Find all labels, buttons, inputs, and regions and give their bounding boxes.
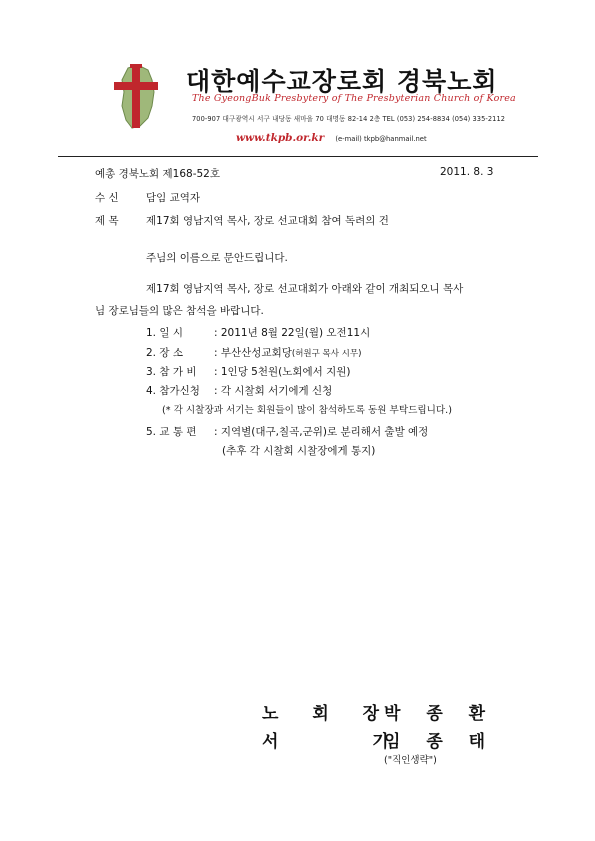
seal-omitted-note: ("직인생략") xyxy=(384,755,437,766)
item-2-label: 2. 장 소 xyxy=(146,347,183,359)
item-2-note: (허원구 목사 시무) xyxy=(291,349,362,359)
item-1-value: : 2011년 8월 22일(월) 오전11시 xyxy=(214,327,371,339)
organization-name: 대한예수교장로회 경북노회 xyxy=(186,67,498,96)
organization-address: 700-907 대구광역시 서구 내당동 새마을 70 대명동 82-14 2층 TEL (053) 254-8834 (054) 335-2112 xyxy=(192,115,506,123)
item-1-label: 1. 일 시 xyxy=(146,327,183,339)
item-4-note: (* 각 시찰장과 서기는 회원들이 많이 참석하도록 동원 부탁드립니다.) xyxy=(162,405,452,416)
president-role: 노 회 장 xyxy=(262,704,394,724)
item-5-label: 5. 교 통 편 xyxy=(146,426,197,438)
item-4-value: : 각 시찰회 서기에게 신청 xyxy=(214,385,333,397)
document-date: 2011. 8. 3 xyxy=(440,166,494,178)
recipient-value: 담임 교역자 xyxy=(146,192,201,204)
item-5-note: (추후 각 시찰회 시찰장에게 통지) xyxy=(222,445,376,457)
contact-row xyxy=(236,126,427,145)
greeting: 주님의 이름으로 문안드립니다. xyxy=(146,252,288,264)
document-number: 예총 경북노회 제168-52호 xyxy=(95,168,221,180)
president-name: 박 종 환 xyxy=(384,704,496,724)
item-2-row xyxy=(214,345,361,360)
item-3-value: : 1인당 5천원(노회에서 지원) xyxy=(214,366,351,378)
secretary-name: 임 종 태 xyxy=(384,732,496,752)
email-text: (e-mail) tkpb@hanmail.net xyxy=(335,135,427,143)
item-5-value: : 지역별(대구,칠곡,군위)로 분리해서 출발 예정 xyxy=(214,426,429,438)
item-3-label: 3. 참 가 비 xyxy=(146,366,197,378)
secretary-role: 서 기 xyxy=(262,732,403,752)
recipient-label: 수 신 xyxy=(95,192,119,204)
subject-label: 제 목 xyxy=(95,215,119,227)
church-cross-logo xyxy=(108,62,164,132)
subject-value: 제17회 영남지역 목사, 장로 선교대회 참여 독려의 건 xyxy=(146,215,389,227)
website-link[interactable]: www.tkpb.or.kr xyxy=(236,132,325,144)
intro-line-2: 님 장로님들의 많은 참석을 바랍니다. xyxy=(95,305,264,317)
item-2-value: : 부산산성교회당 xyxy=(214,347,292,359)
organization-name-english: The GyeongBuk Presbytery of The Presbyterian Church of Korea xyxy=(192,93,516,104)
intro-line-1: 제17회 영남지역 목사, 장로 선교대회가 아래와 같이 개최되오니 목사 xyxy=(146,283,464,295)
item-4-label: 4. 참가신청 xyxy=(146,385,200,397)
header-divider xyxy=(58,156,538,157)
